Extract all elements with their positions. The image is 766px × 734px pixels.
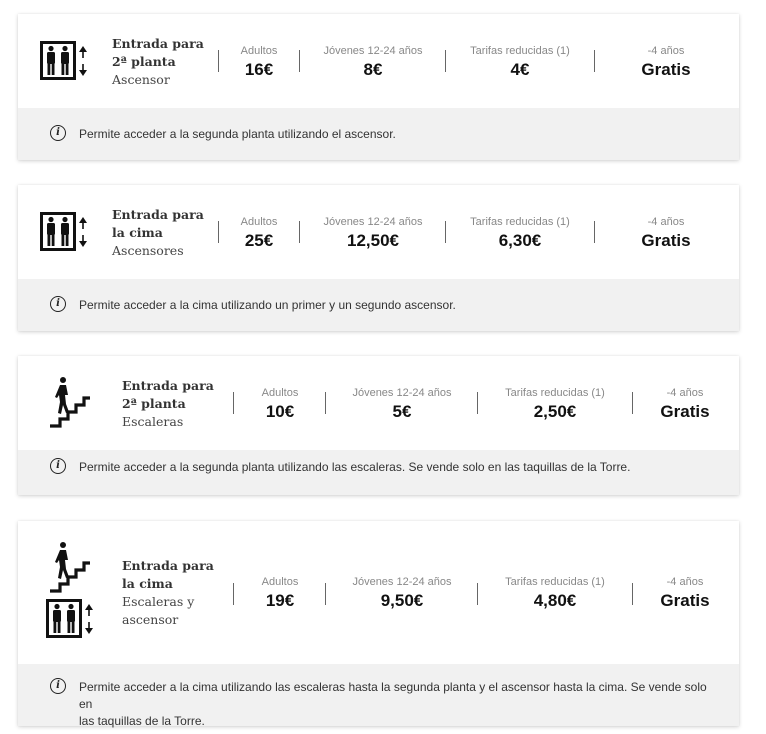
stairs-icon [48,376,92,428]
info-icon: i [50,125,66,141]
price-adultos: Adultos 10€ [261,387,299,421]
elevator-icon [46,599,98,639]
price-jovenes: Jóvenes 12-24 años 5€ [352,387,452,421]
elevator-icon [40,41,92,81]
info-icon: i [50,458,66,474]
price-jovenes: Jóvenes 12-24 años 12,50€ [323,216,423,250]
price-reducidas: Tarifas reducidas (1) 2,50€ [505,387,605,421]
ticket-title: Entrada para 2ª planta Ascensor [112,36,204,87]
ticket-note: i Permite acceder a la segunda planta utilizando las escaleras. Se vende solo en las taquillas de la Torre. [18,450,739,495]
price-menores: -4 años Gratis [660,387,710,421]
ticket-title: Entrada para la cima Escaleras y ascensor [122,558,214,627]
elevator-icon [40,212,92,252]
info-icon: i [50,678,66,694]
stairs-icon [48,541,92,593]
ticket-card [18,185,739,331]
price-menores: -4 años Gratis [641,216,691,250]
price-menores: -4 años Gratis [660,576,710,610]
price-jovenes: Jóvenes 12-24 años 8€ [323,45,423,79]
ticket-title: Entrada para 2ª planta Escaleras [122,378,214,429]
price-adultos: Adultos 16€ [240,45,278,79]
price-reducidas: Tarifas reducidas (1) 4,80€ [505,576,605,610]
ticket-card [18,14,739,160]
price-reducidas: Tarifas reducidas (1) 4€ [470,45,570,79]
ticket-note: i Permite acceder a la cima utilizando las escaleras hasta la segunda planta y el ascensor hasta la cima. Se vende solo en las taquillas de la Torre. [18,664,739,726]
price-adultos: Adultos 25€ [240,216,278,250]
price-jovenes: Jóvenes 12-24 años 9,50€ [352,576,452,610]
price-menores: -4 años Gratis [641,45,691,79]
ticket-title: Entrada para la cima Ascensores [112,207,204,258]
info-icon: i [50,296,66,312]
price-adultos: Adultos 19€ [261,576,299,610]
ticket-card [18,521,739,726]
ticket-note: i Permite acceder a la segunda planta utilizando el ascensor. [18,108,739,160]
price-reducidas: Tarifas reducidas (1) 6,30€ [470,216,570,250]
ticket-card [18,356,739,495]
ticket-note: i Permite acceder a la cima utilizando un primer y un segundo ascensor. [18,279,739,331]
